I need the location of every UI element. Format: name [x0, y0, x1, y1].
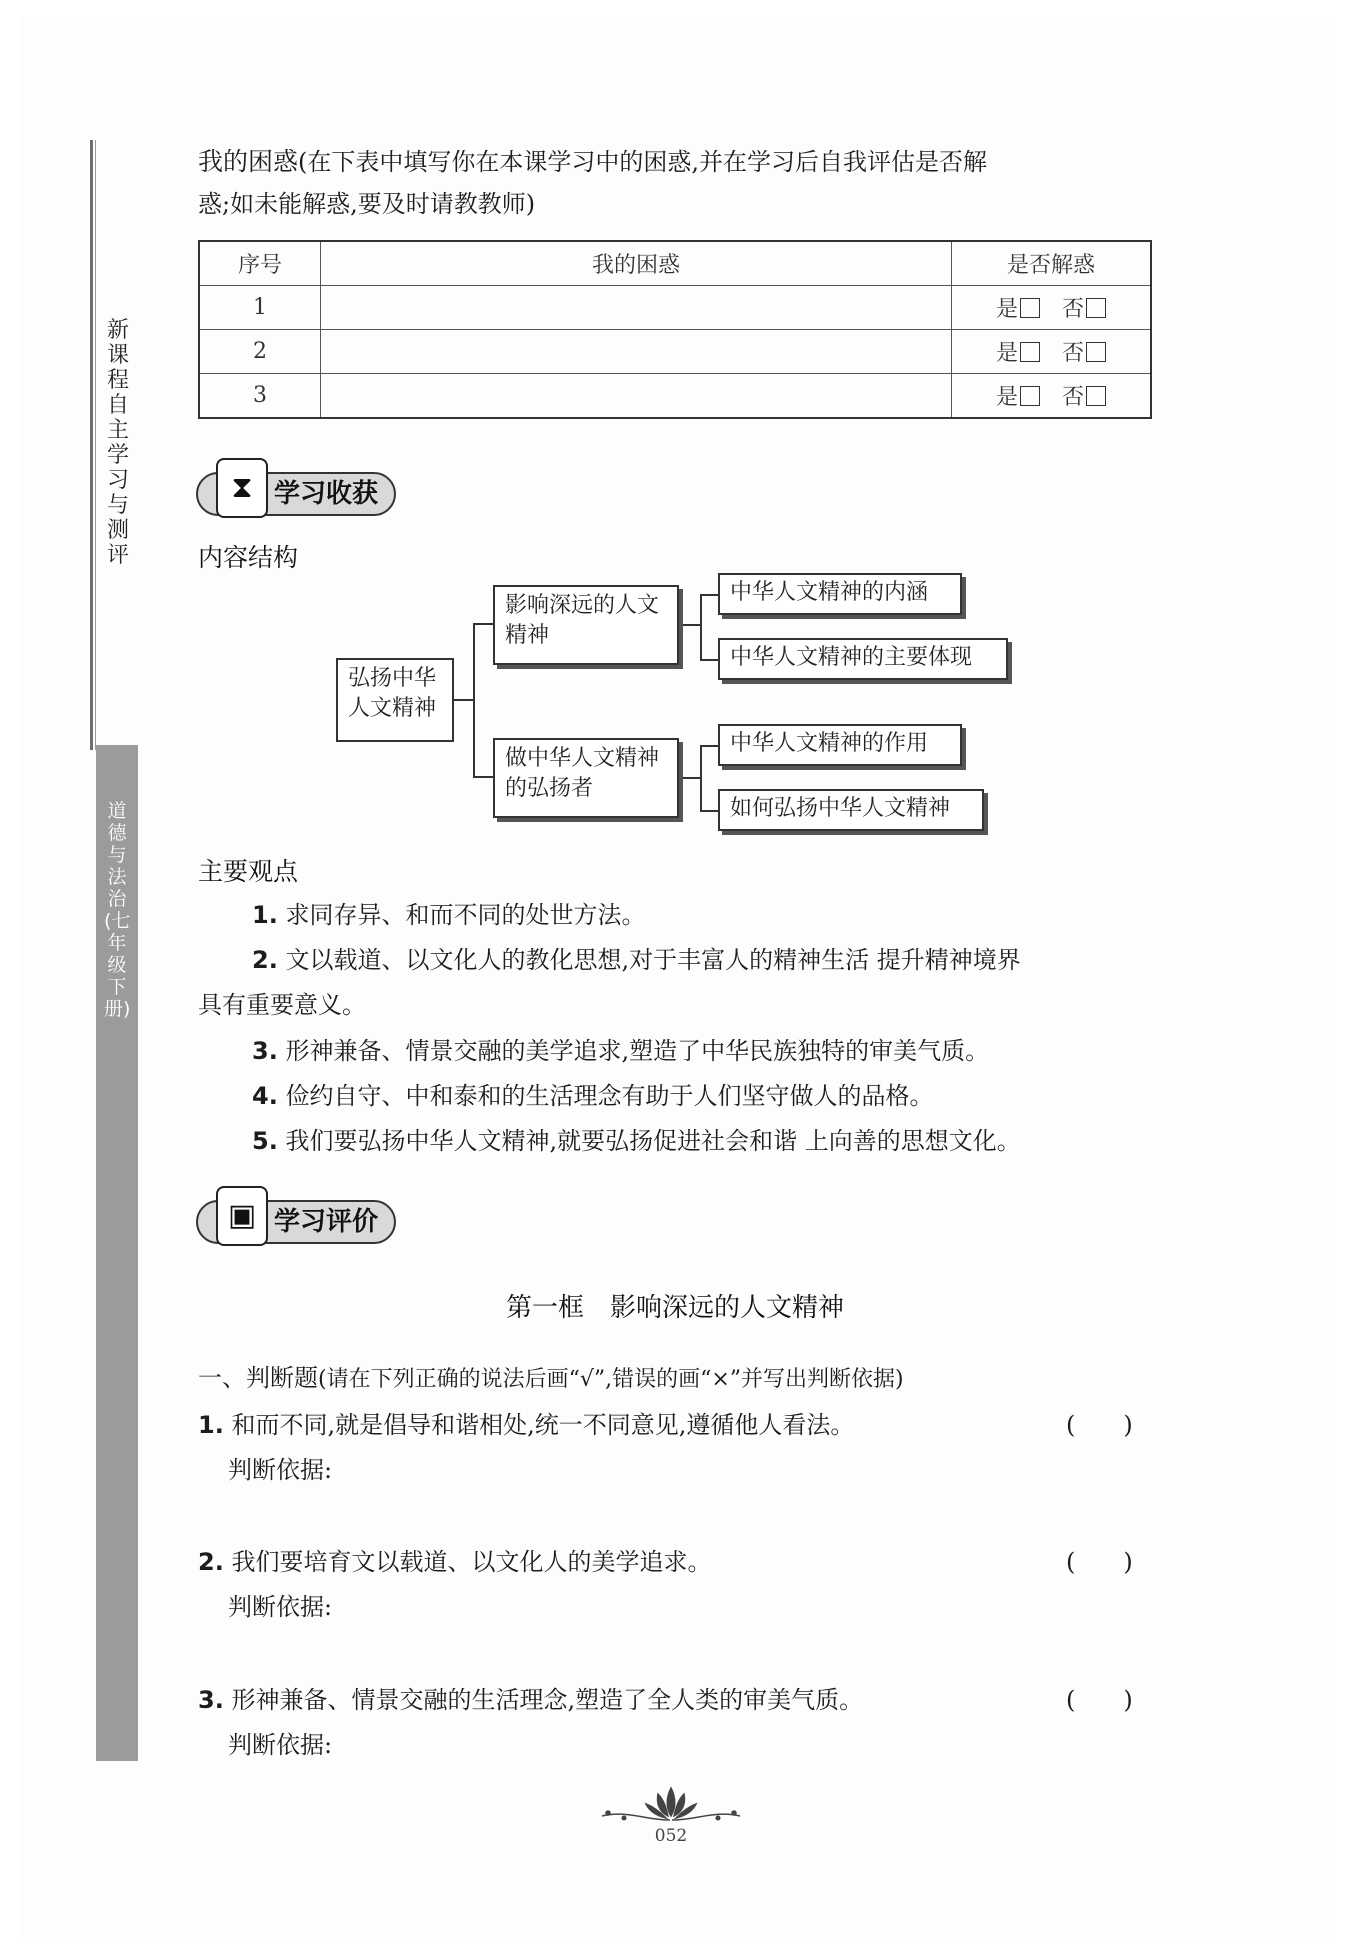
no-label: 否: [1062, 385, 1085, 410]
question-number: 2.: [198, 1548, 224, 1576]
part-title: 一、判断题: [198, 1364, 318, 1392]
connector-line: [454, 699, 473, 701]
header-number: 序号: [199, 241, 321, 286]
answer-parentheses[interactable]: ( ): [1066, 1686, 1133, 1714]
part-instruction: (请在下列正确的说法后画“√”,错误的画“×”并写出判断依据): [318, 1367, 904, 1392]
basis-label: 判断依据:: [228, 1731, 333, 1759]
basis-label: 判断依据:: [228, 1593, 333, 1621]
list-item: [252, 942, 1162, 978]
resolved-cell: [952, 374, 1152, 419]
connector-line: [473, 623, 475, 777]
table-row: [199, 374, 1151, 419]
header-doubt: 我的困惑: [321, 241, 952, 286]
list-item: [252, 1123, 1162, 1159]
connector-line: [473, 776, 493, 778]
table-row: [199, 286, 1151, 330]
no-checkbox[interactable]: [1086, 386, 1106, 406]
no-checkbox[interactable]: [1086, 342, 1106, 362]
no-checkbox[interactable]: [1086, 298, 1106, 318]
side-divider-line-thin: [95, 140, 96, 750]
point-text: 我们要弘扬中华人文精神,就要弘扬促进社会和谐 上向善的思想文化。: [285, 1127, 1021, 1155]
question-text: 形神兼备、情景交融的生活理念,塑造了全人类的审美气质。: [231, 1686, 864, 1714]
yes-label: 是: [995, 341, 1018, 366]
series-title: 新课程自主学习与测评: [106, 318, 129, 568]
hourglass-icon: ⧗: [216, 458, 268, 518]
doubt-input-cell[interactable]: [321, 374, 952, 419]
point-number: 1.: [252, 901, 278, 929]
page-number: 052: [654, 1826, 688, 1846]
diagram-root: 弘扬中华人文精神: [336, 658, 454, 742]
side-divider-line: [90, 140, 93, 750]
yes-checkbox[interactable]: [1020, 298, 1040, 318]
connector-line: [700, 594, 702, 660]
question: [198, 1680, 863, 1715]
points-title: 主要观点: [198, 857, 299, 886]
answer-parentheses[interactable]: ( ): [1066, 1411, 1133, 1439]
question-number: 3.: [198, 1686, 224, 1714]
connector-line: [700, 810, 718, 812]
row-number: 3: [199, 374, 321, 419]
part-heading: [198, 1358, 904, 1393]
connector-line: [473, 623, 493, 625]
question-text: 和而不同,就是倡导和谐相处,统一不同意见,遵循他人看法。: [231, 1411, 855, 1439]
yes-checkbox[interactable]: [1020, 386, 1040, 406]
doubts-instruction-2: 惑;如未能解惑,要及时请教教师): [198, 190, 536, 218]
resolved-cell: [952, 330, 1152, 374]
diagram-branch-2: 做中华人文精神的弘扬者: [493, 738, 679, 818]
connector-line: [700, 745, 702, 811]
evaluation-badge: [196, 1200, 396, 1244]
question: [198, 1542, 711, 1577]
diagram-leaf: 中华人文精神的主要体现: [718, 638, 1008, 680]
structure-title: 内容结构: [198, 543, 299, 572]
point-text: 具有重要意义。: [198, 991, 366, 1019]
diagram-leaf: 中华人文精神的作用: [718, 724, 962, 766]
doubt-input-cell[interactable]: [321, 330, 952, 374]
diagram-branch-1: 影响深远的人文精神: [493, 585, 679, 665]
point-text: 形神兼备、情景交融的美学追求,塑造了中华民族独特的审美气质。: [285, 1037, 990, 1065]
book-title: 道德与法治(七年级下册): [104, 800, 131, 1020]
header-resolved: 是否解惑: [952, 241, 1152, 286]
table-row: [199, 330, 1151, 374]
no-label: 否: [1062, 341, 1085, 366]
connector-line: [683, 624, 700, 626]
list-item: [252, 1078, 1162, 1114]
harvest-badge: [196, 472, 396, 516]
point-number: 4.: [252, 1082, 278, 1110]
doubts-lead: 我的困惑: [198, 147, 299, 176]
basis-label: 判断依据:: [228, 1456, 333, 1484]
list-item-continuation: [198, 987, 1108, 1023]
yes-checkbox[interactable]: [1020, 342, 1040, 362]
point-text: 文以载道、以文化人的教化思想,对于丰富人的精神生活 提升精神境界: [285, 946, 1021, 974]
question-number: 1.: [198, 1411, 224, 1439]
doubts-instruction-1: (在下表中填写你在本课学习中的困惑,并在学习后自我评估是否解: [298, 148, 988, 176]
point-number: 3.: [252, 1037, 278, 1065]
doubts-intro: [198, 142, 1158, 182]
evaluation-badge-label: 学习评价: [274, 1207, 379, 1237]
no-label: 否: [1062, 297, 1085, 322]
doubts-table: [198, 240, 1152, 419]
connector-line: [700, 745, 718, 747]
floppy-disk-icon: ▣: [216, 1186, 268, 1246]
resolved-cell: [952, 286, 1152, 330]
connector-line: [700, 594, 718, 596]
floral-ornament-icon: [596, 1782, 746, 1828]
section-title: 第一框 影响深远的人文精神: [505, 1293, 844, 1323]
list-item: [252, 1033, 1162, 1069]
diagram-leaf: 如何弘扬中华人文精神: [718, 789, 984, 831]
row-number: 1: [199, 286, 321, 330]
yes-label: 是: [995, 297, 1018, 322]
point-text: 俭约自守、中和泰和的生活理念有助于人们坚守做人的品格。: [285, 1082, 934, 1110]
yes-label: 是: [995, 385, 1018, 410]
connector-line: [700, 659, 718, 661]
row-number: 2: [199, 330, 321, 374]
doubt-input-cell[interactable]: [321, 286, 952, 330]
question-text: 我们要培育文以载道、以文化人的美学追求。: [231, 1548, 712, 1576]
point-text: 求同存异、和而不同的处世方法。: [285, 901, 646, 929]
list-item: [252, 897, 1162, 933]
diagram-leaf: 中华人文精神的内涵: [718, 573, 962, 615]
harvest-badge-label: 学习收获: [274, 479, 379, 509]
answer-parentheses[interactable]: ( ): [1066, 1548, 1133, 1576]
connector-line: [683, 777, 700, 779]
point-number: 5.: [252, 1127, 278, 1155]
question: [198, 1405, 854, 1440]
point-number: 2.: [252, 946, 278, 974]
table-header-row: [199, 241, 1151, 286]
